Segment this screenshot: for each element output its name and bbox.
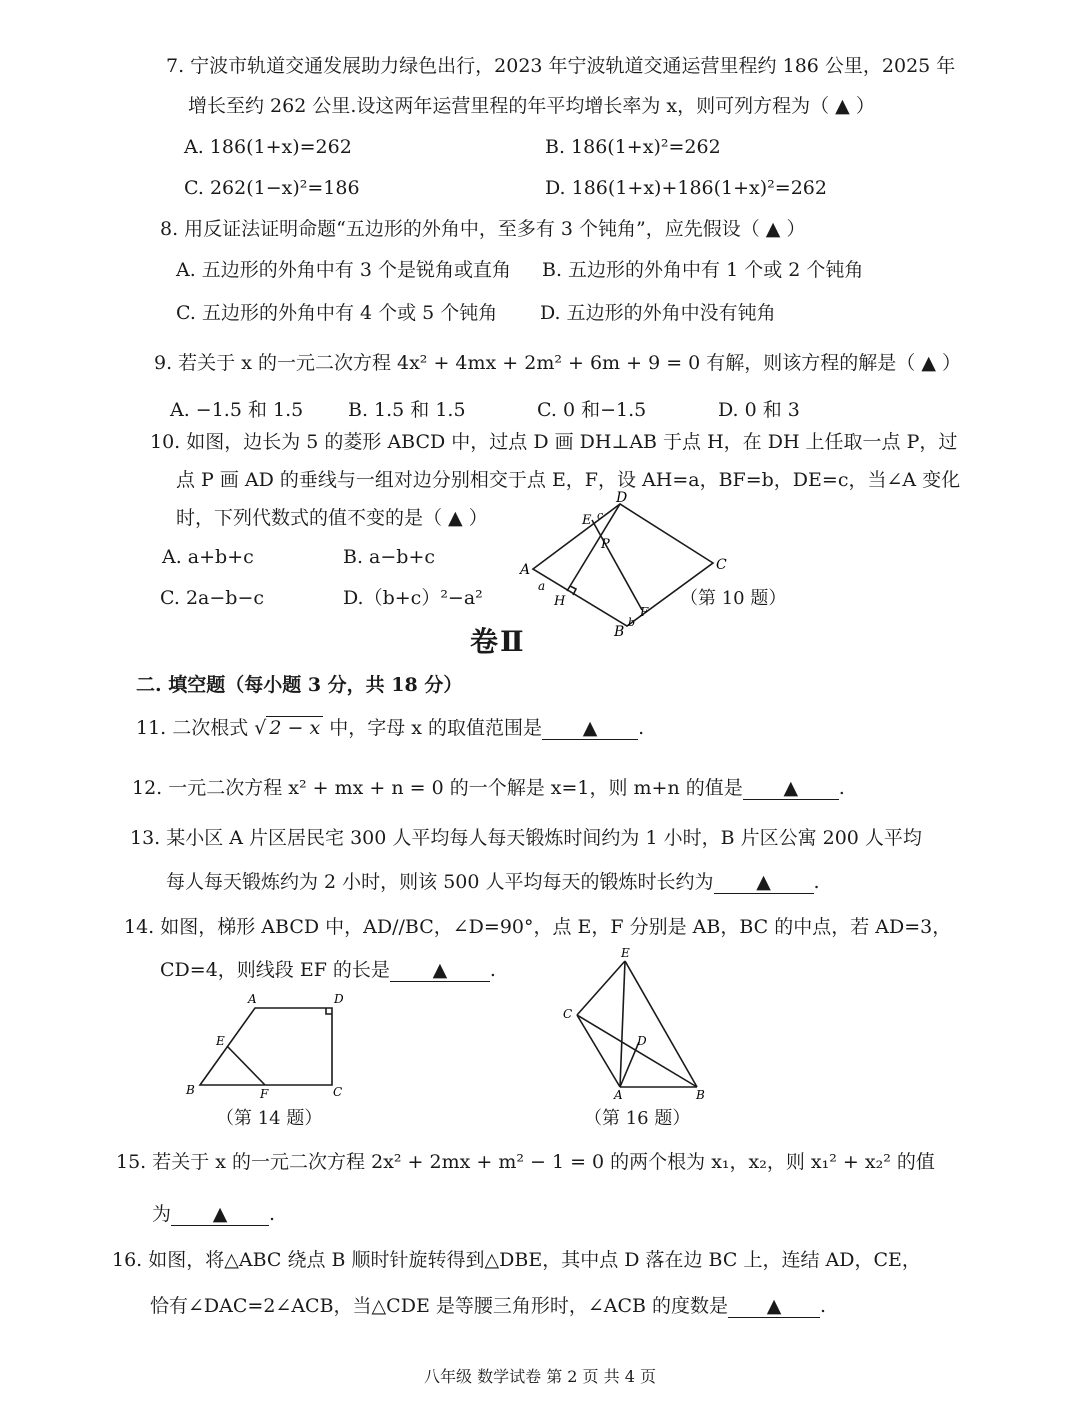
q14-line2: CD=4，则线段 EF 的长是: [160, 959, 390, 981]
q14-label-e: E: [216, 1034, 225, 1048]
q7-line1: 7. 宁波市轨道交通发展助力绿色出行，2023 年宁波轨道交通运营里程约 186 公里，2025 年: [166, 55, 956, 77]
q15-line1: 15. 若关于 x 的一元二次方程 2x² + 2mx + m² − 1 = 0 的两个根为 x₁，x₂，则 x₁² + x₂² 的值: [116, 1151, 935, 1173]
q14-label-a: A: [248, 992, 257, 1006]
q14-figure: [180, 990, 350, 1102]
q16-segment-ca: [577, 1015, 620, 1087]
q16-label-e: E: [621, 946, 630, 960]
q16-figure: [555, 945, 725, 1105]
q16-label-c: C: [563, 1007, 573, 1021]
q11-post: 中，字母 x 的取值范围是: [323, 717, 543, 739]
q11-end: .: [638, 717, 645, 739]
q16-segment-ea: [620, 961, 625, 1087]
q8-option-a: A. 五边形的外角中有 3 个是锐角或直角: [176, 259, 511, 281]
q8-line1: 8. 用反证法证明命题“五边形的外角中，至多有 3 个钝角”，应先假设（ ▲ ）: [160, 218, 806, 240]
q10-label-f: F: [640, 605, 649, 619]
q11-line: [136, 714, 644, 742]
q10-line2: 点 P 画 AD 的垂线与一组对边分别相交于点 E，F，设 AH=a，BF=b，DE=c，当∠A 变化: [176, 469, 961, 491]
q10-caption: （第 10 题）: [680, 588, 787, 609]
q14-end: .: [489, 959, 496, 981]
q9-line1: 9. 若关于 x 的一元二次方程 4x² + 4mx + 2m² + 6m + 9 = 0 有解，则该方程的解是（ ▲ ）: [154, 352, 961, 374]
q10-option-a: A. a+b+c: [162, 546, 254, 568]
q14-label-f: F: [260, 1087, 269, 1101]
q10-label-c: C: [716, 557, 727, 573]
q10-segment-ef: [592, 520, 642, 610]
q14-segment-ef: [227, 1046, 265, 1085]
q10-option-c: C. 2a−b−c: [160, 587, 264, 609]
q16-answer-blank[interactable]: ▲: [728, 1295, 820, 1318]
q10-label-c-small: c: [597, 509, 604, 522]
q14-answer-blank[interactable]: ▲: [390, 959, 490, 982]
q13-end: .: [813, 871, 820, 893]
q16-segment-ad: [620, 1042, 639, 1087]
q16-line2-wrap: [150, 1292, 826, 1320]
q14-label-d: D: [334, 992, 344, 1006]
q10-label-b-small: b: [628, 616, 636, 629]
q13-line2-wrap: [166, 868, 820, 896]
q10-segment-dh: [567, 504, 620, 591]
q16-line2: 恰有∠DAC=2∠ACB，当△CDE 是等腰三角形时，∠ACB 的度数是: [150, 1295, 729, 1317]
q10-label-h: H: [554, 594, 566, 609]
q7-option-d: D. 186(1+x)+186(1+x)²=262: [545, 177, 827, 199]
q10-label-b: B: [614, 624, 625, 640]
q16-label-d: D: [637, 1034, 647, 1048]
q12-pre: 12. 一元二次方程 x² + mx + n = 0 的一个解是 x=1，则 m+n 的值是: [132, 777, 743, 799]
q9-option-d: D. 0 和 3: [718, 399, 800, 421]
q15-line2: 为: [152, 1203, 172, 1225]
q8-option-b: B. 五边形的外角中有 1 个或 2 个钝角: [542, 259, 864, 281]
q16-segment-ec: [577, 961, 625, 1015]
q11-radical: √ 2 − x: [254, 716, 323, 739]
q7-option-a: A. 186(1+x)=262: [184, 136, 352, 158]
q7-option-b: B. 186(1+x)²=262: [545, 136, 721, 158]
q12-line: [132, 774, 845, 802]
q14-caption: （第 14 题）: [216, 1108, 323, 1129]
q12-end: .: [838, 777, 845, 799]
q16-segment-cb: [577, 1015, 697, 1087]
q14-line2-wrap: [160, 956, 496, 984]
q7-line2: 增长至约 262 公里.设这两年运营里程的年平均增长率为 x，则可列方程为（ ▲ ）: [188, 95, 875, 117]
q15-end: .: [269, 1203, 276, 1225]
q13-answer-blank[interactable]: ▲: [714, 871, 814, 894]
q10-option-b: B. a−b+c: [343, 546, 436, 568]
q7-option-c: C. 262(1−x)²=186: [184, 177, 360, 199]
q9-option-b: B. 1.5 和 1.5: [348, 399, 466, 421]
q8-option-c: C. 五边形的外角中有 4 个或 5 个钝角: [176, 302, 498, 324]
q15-line2-wrap: [152, 1200, 275, 1228]
q8-option-d: D. 五边形的外角中没有钝角: [540, 302, 776, 324]
q10-figure: [510, 490, 740, 640]
q10-line3: 时，下列代数式的值不变的是（ ▲ ）: [176, 507, 488, 529]
q10-label-a-small: a: [538, 579, 546, 593]
q16-segment-eb: [625, 961, 697, 1087]
q14-line1: 14. 如图，梯形 ABCD 中，AD//BC，∠D=90°，点 E，F 分别是 AB，BC 的中点，若 AD=3，: [124, 916, 952, 938]
q11-radicand: 2 − x: [266, 716, 323, 739]
q14-label-b: B: [186, 1083, 195, 1097]
q16-label-a: A: [614, 1088, 623, 1102]
q16-end: .: [820, 1295, 827, 1317]
section2-heading: 二. 填空题（每小题 3 分，共 18 分）: [136, 674, 463, 696]
q13-line1: 13. 某小区 A 片区居民宅 300 人平均每人每天锻炼时间约为 1 小时，B 片区公寓 200 人平均: [130, 827, 922, 849]
q16-caption: （第 16 题）: [584, 1108, 691, 1129]
q11-answer-blank[interactable]: ▲: [542, 717, 638, 740]
q10-label-a: A: [520, 562, 531, 578]
q10-line1: 10. 如图，边长为 5 的菱形 ABCD 中，过点 D 画 DH⊥AB 于点 H，在 DH 上任取一点 P，过: [150, 431, 958, 453]
q10-label-e: E: [582, 513, 592, 528]
q12-answer-blank[interactable]: ▲: [743, 777, 839, 800]
q9-option-a: A. −1.5 和 1.5: [170, 399, 304, 421]
q10-option-d: D.（b+c）²−a²: [343, 587, 483, 609]
q16-line1: 16. 如图，将△ABC 绕点 B 顺时针旋转得到△DBE，其中点 D 落在边 BC 上，连结 AD，CE，: [112, 1249, 921, 1271]
q15-answer-blank[interactable]: ▲: [171, 1203, 269, 1226]
q10-label-p: P: [601, 537, 610, 552]
q14-label-c: C: [333, 1085, 343, 1099]
q13-line2: 每人每天锻炼约为 2 小时，则该 500 人平均每天的锻炼时长约为: [166, 871, 714, 893]
q14-right-angle-d: [326, 1008, 332, 1014]
part2-title: 卷Ⅱ: [470, 625, 526, 658]
q16-label-b: B: [696, 1088, 705, 1102]
q9-option-c: C. 0 和−1.5: [537, 399, 647, 421]
q10-label-d: D: [616, 490, 628, 506]
q11-pre: 11. 二次根式: [136, 717, 255, 739]
page-footer: 八年级 数学试卷 第 2 页 共 4 页: [424, 1367, 656, 1386]
